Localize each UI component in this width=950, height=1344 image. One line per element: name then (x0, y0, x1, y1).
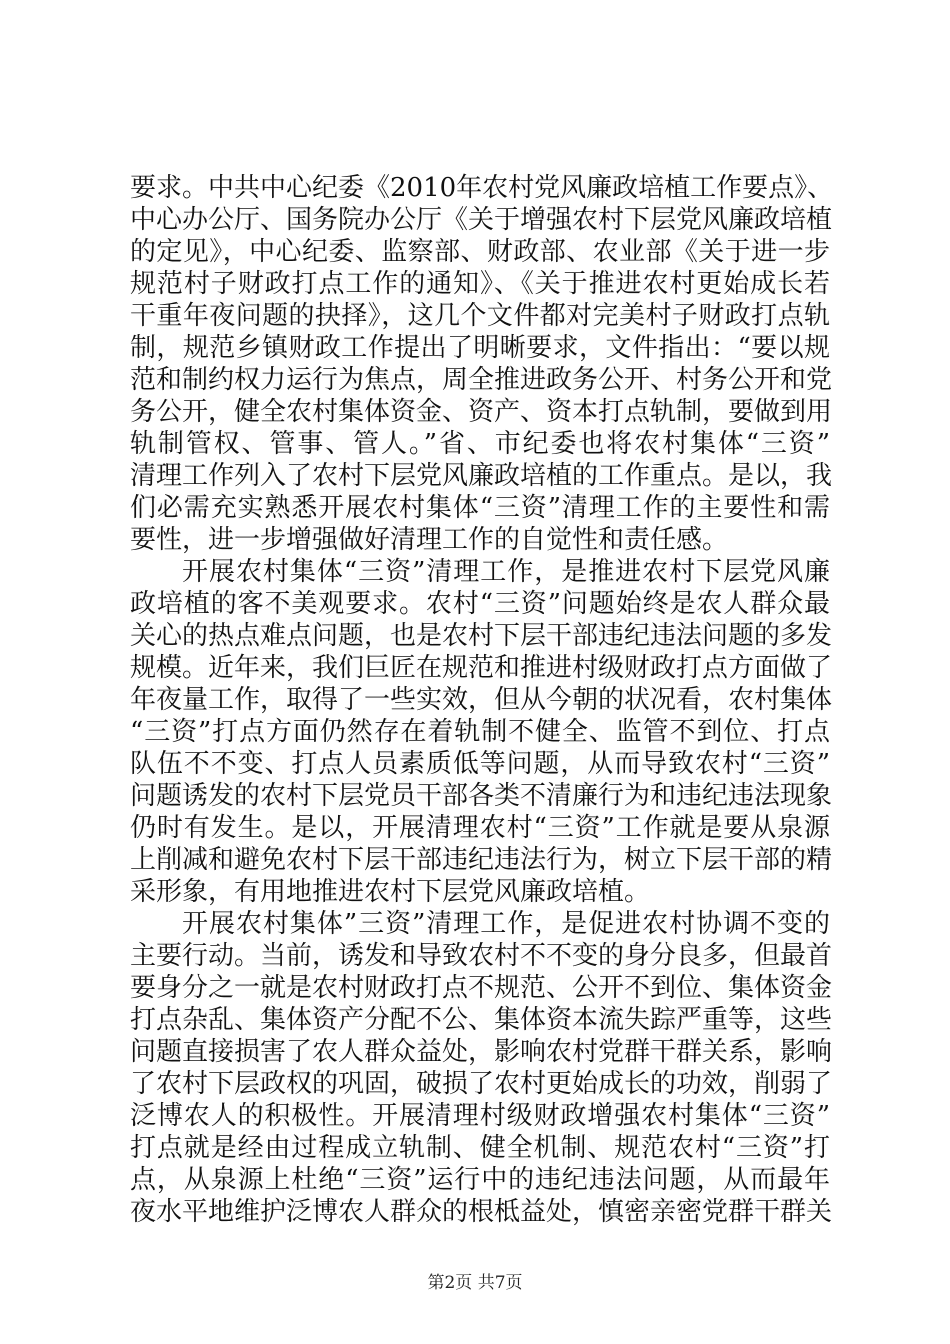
text-line: 上削减和避免农村下层干部违纪违法行为，树立下层干部的精 (130, 845, 833, 875)
text-line: 队伍不不变、打点人员素质低等问题，从而导致农村“三资” (130, 749, 830, 779)
document-body (130, 172, 834, 1228)
text-line: 主要行动。当前，诱发和导致农村不不变的身分良多，但最首 (130, 941, 833, 971)
text-line: 问题诱发的农村下层党员干部各类不清廉行为和违纪违法现象 (130, 781, 833, 811)
text-line: 年夜量工作，取得了一些实效，但从今朝的状况看，农村集体 (130, 685, 833, 715)
text-line: 规模。近年来，我们巨匠在规范和推进村级财政打点方面做了 (130, 653, 833, 683)
text-line: 制，规范乡镇财政工作提出了明晰要求，文件指出：“要以规 (130, 333, 830, 363)
text-line: 打点就是经由过程成立轨制、健全机制、规范农村“三资”打 (130, 1133, 830, 1163)
text-line: 们必需充实熟悉开展农村集体“三资”清理工作的主要性和需 (130, 493, 830, 523)
page-footer: 第2页 共7页 (427, 1273, 523, 1293)
text-line: “三资”打点方面仍然存在着轨制不健全、监管不到位、打点 (130, 717, 830, 747)
text-line: 泛博农人的积极性。开展清理村级财政增强农村集体“三资” (130, 1101, 830, 1131)
text-line: 的定见》，中心纪委、监察部、财政部、农业部《关于进一步 (130, 237, 830, 267)
text-line: 仍时有发生。是以，开展清理农村“三资”工作就是要从泉源 (130, 813, 830, 843)
text-line: 问题直接损害了农人群众益处，影响农村党群干群关系，影响 (130, 1037, 833, 1067)
text-line: 了农村下层政权的巩固，破损了农村更始成长的功效，削弱了 (130, 1069, 833, 1099)
text-line: 范和制约权力运行为焦点，周全推进政务公开、村务公开和党 (130, 365, 833, 395)
text-line: 政培植的客不美观要求。农村“三资”问题始终是农人群众最 (130, 589, 830, 619)
text-line: 要性，进一步增强做好清理工作的自觉性和责任感。 (130, 525, 729, 555)
text-line: 点，从泉源上杜绝“三资”运行中的违纪违法问题，从而最年 (130, 1165, 830, 1195)
text-line: 规范村子财政打点工作的通知》、《关于推进农村更始成长若 (130, 269, 830, 299)
text-line: 开展农村集体“三资”清理工作，是推进农村下层党风廉 (182, 557, 830, 587)
text-line: 干重年夜问题的抉择》，这几个文件都对完美村子财政打点轨 (130, 301, 830, 331)
text-line: 夜水平地维护泛博农人群众的根柢益处，慎密亲密党群干群关 (130, 1197, 833, 1227)
text-line: 关心的热点难点问题，也是农村下层干部违纪违法问题的多发 (130, 621, 833, 651)
text-line: 要求。中共中心纪委《2010年农村党风廉政培植工作要点》、 (130, 173, 834, 203)
text-line: 要身分之一就是农村财政打点不规范、公开不到位、集体资金 (130, 973, 833, 1003)
text-line: 轨制管权、管事、管人。”省、市纪委也将农村集体“三资” (130, 429, 830, 459)
text-line: 开展农村集体”三资”清理工作，是促进农村协调不变的 (182, 909, 830, 939)
text-line: 中心办公厅、国务院办公厅《关于增强农村下层党风廉政培植 (130, 205, 833, 235)
text-line: 清理工作列入了农村下层党风廉政培植的工作重点。是以，我 (130, 461, 833, 491)
text-line: 打点杂乱、集体资产分配不公、集体资本流失踪严重等，这些 (130, 1005, 833, 1035)
text-line: 务公开，健全农村集体资金、资产、资本打点轨制，要做到用 (130, 397, 833, 427)
text-line: 采形象，有用地推进农村下层党风廉政培植。 (130, 877, 651, 907)
